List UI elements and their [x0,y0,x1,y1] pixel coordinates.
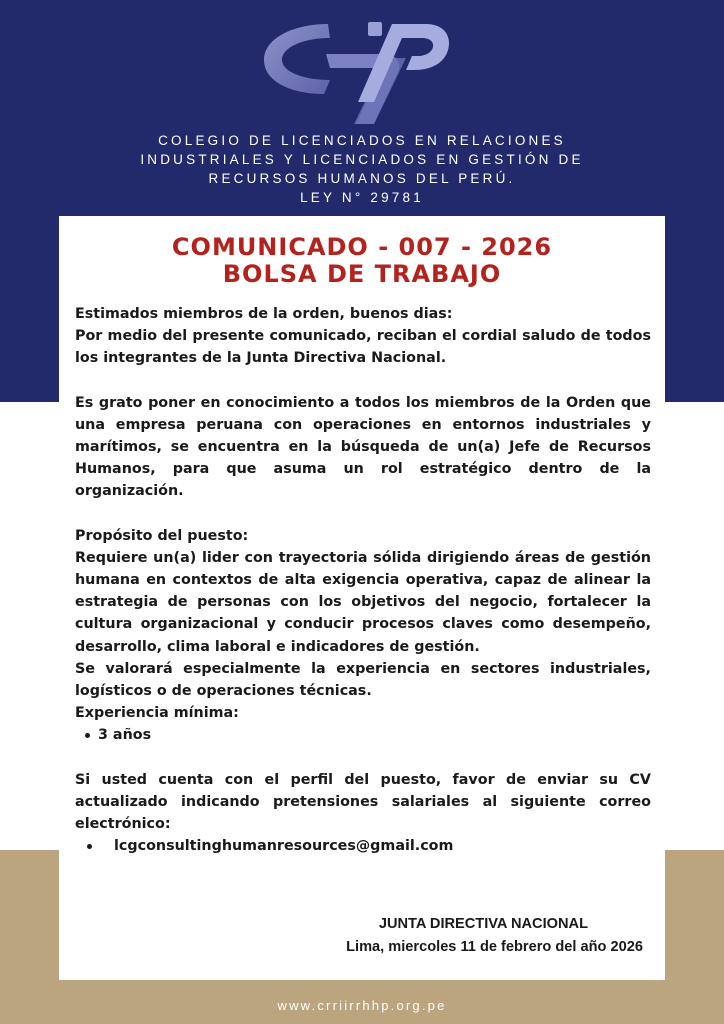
college-logo [256,14,456,132]
purpose-heading: Propósito del puesto: [75,527,249,544]
org-line: COLEGIO DE LICENCIADOS EN RELACIONES [158,133,566,148]
organization-name [0,131,724,207]
notice-body [75,303,651,857]
intro-paragraph: Por medio del presente comunicado, reciban el cordial saludo de todos los integrantes de la Junta Directiva Nacional. [75,328,651,367]
bullet-icon [87,844,92,849]
list-item [75,835,651,857]
website-link[interactable]: www.crriirrhhp.org.pe [277,998,447,1013]
experience-heading: Experiencia mínima: [75,705,239,722]
greeting: Estimados miembros de la orden, buenos dias: [75,306,453,322]
law-number: LEY N° 29781 [300,190,424,205]
purpose-paragraph: Requiere un(a) lider con trayectoria sólida dirigiendo áreas de gestión humana en contextos de alta exigencia operativa, capaz de alinear la estrategia de personas con los objetivos del negocio, fortalecer la cultura organizacional y conducir procesos claves como desempeño, desarrollo, clima laboral e indicadores de gestión. [75,549,651,655]
signature-block [346,913,643,959]
notice-card [59,216,665,980]
signatory: JUNTA DIRECTIVA NACIONAL [378,916,588,932]
announcement-paragraph: Es grato poner en conocimiento a todos los miembros de la Orden que una empresa peruana con operaciones en entornos industriales y marítimos, se encuentra en la búsqueda de un(a) Jefe de Recursos Humanos, para que asuma un rol estratégico dentro de la organización. [75,394,651,500]
notice-number: COMUNICADO - 007 - 2026 [171,233,553,261]
org-line: RECURSOS HUMANOS DEL PERÚ. [208,171,516,186]
org-line: INDUSTRIALES Y LICENCIADOS EN GESTIÓN DE [140,152,584,167]
experience-value: 3 años [98,727,152,744]
bullet-icon [85,733,90,738]
notice-title [59,234,665,288]
contact-email[interactable]: lcgconsultinghumanresources@gmail.com [114,838,454,855]
notice-subject: BOLSA DE TRABAJO [222,260,502,288]
list-item [75,724,651,746]
date-line: Lima, miercoles 11 de febrero del año 2026 [346,939,643,955]
apply-paragraph: Si usted cuenta con el perfil del puesto, favor de enviar su CV actualizado indicando pretensiones salariales al siguiente correo electrónico: [75,771,651,833]
valued-paragraph: Se valorará especialmente la experiencia en sectores industriales, logísticos o de operaciones técnicas. [75,660,651,700]
